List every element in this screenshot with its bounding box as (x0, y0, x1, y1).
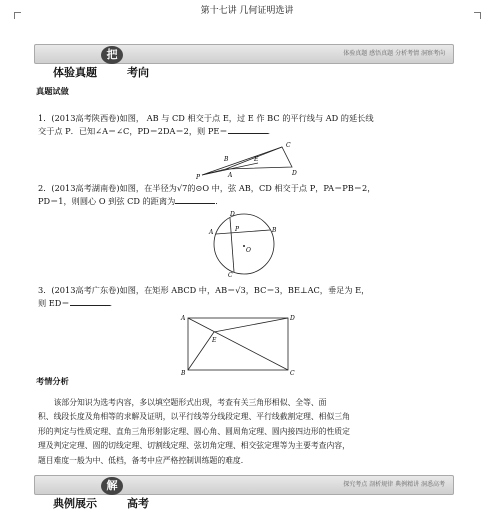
fig-label: B (181, 370, 186, 376)
analysis-paragraph: 该部分知识为选考内容，多以填空题形式出现，考查有关三角形相似、全等、面 积、线段长度及角相等的求解及证明，以平行线等分线段定理、平行线截割定理、相似三角 形的判定与性质定理、直角三角形射影定理、圆心角、圆周角定理、圆内接四边形的性质定 理及判定定理、圆的切线定理、切割线定理、弦切角定理、相交弦定理等为主要考查内容， 题目难度一般为中、低档，备考中应严格控制训练题的难度． (38, 398, 350, 465)
fig-label: O (246, 247, 251, 254)
figure-q1 (196, 139, 300, 183)
banner-seal: 把 脉 (101, 46, 123, 64)
fig-label: P (235, 226, 240, 233)
fig-label: E (254, 156, 259, 163)
fig-label: D (230, 211, 235, 218)
kaoqing-label: 考情分析 (36, 376, 69, 386)
margin-corner-mark (14, 12, 21, 19)
fig-label: C (286, 142, 291, 149)
answer-blank (70, 297, 110, 306)
banner-seal: 解 密 (101, 477, 123, 495)
answer-blank (228, 125, 268, 134)
fig-label: B (224, 156, 229, 163)
section-banner-experience: 体验真题把 脉 考向 体验真题 感悟真题 分析考情 洞察考向 (34, 44, 454, 64)
fig-label: P (196, 174, 201, 181)
fig-label: D (292, 170, 297, 177)
figure-q3 (180, 312, 296, 376)
section-banner-examples: 典例展示解 密 高考 探究考点 剖析规律 典例精讲 洞悉高考 (34, 475, 454, 495)
question-3: 3．(2013高考广东卷)如图，在矩形 ABCD 中，AB＝√3，BC＝3，BE⊥AC，垂足为 E， 则 ED＝ ． (38, 285, 370, 308)
answer-blank (175, 195, 215, 204)
fig-label: D (290, 315, 295, 322)
fig-label: A (209, 229, 214, 236)
fig-label: C (228, 272, 233, 278)
banner-tags: 探究考点 剖析规律 典例精讲 洞悉高考 (343, 481, 445, 488)
page-header: 第十七讲 几何证明选讲 (200, 6, 294, 16)
fig-label: C (290, 370, 295, 376)
fig-label: E (212, 337, 217, 344)
question-1: 1．(2013高考陕西卷)如图， AB 与 CD 相交于点 E，过 E 作 BC 的平行线与 AD 的延长线 交于点 P．已知∠A＝∠C，PD＝2DA＝2，则 PE＝ ． (38, 113, 374, 136)
zhenti-label: 真题试做 (36, 86, 69, 96)
fig-label: A (181, 315, 186, 322)
fig-label: B (272, 227, 277, 234)
figure-q2 (208, 208, 278, 278)
fig-label: A (228, 172, 233, 179)
banner-tags: 体验真题 感悟真题 分析考情 洞察考向 (343, 50, 445, 57)
margin-corner-mark (474, 12, 481, 19)
question-2: 2．(2013高考湖南卷)如图，在半径为√7的⊙O 中，弦 AB，CD 相交于点 P，PA＝PB＝2， PD＝1，则圆心 O 到弦 CD 的距离为 ． (38, 183, 376, 206)
